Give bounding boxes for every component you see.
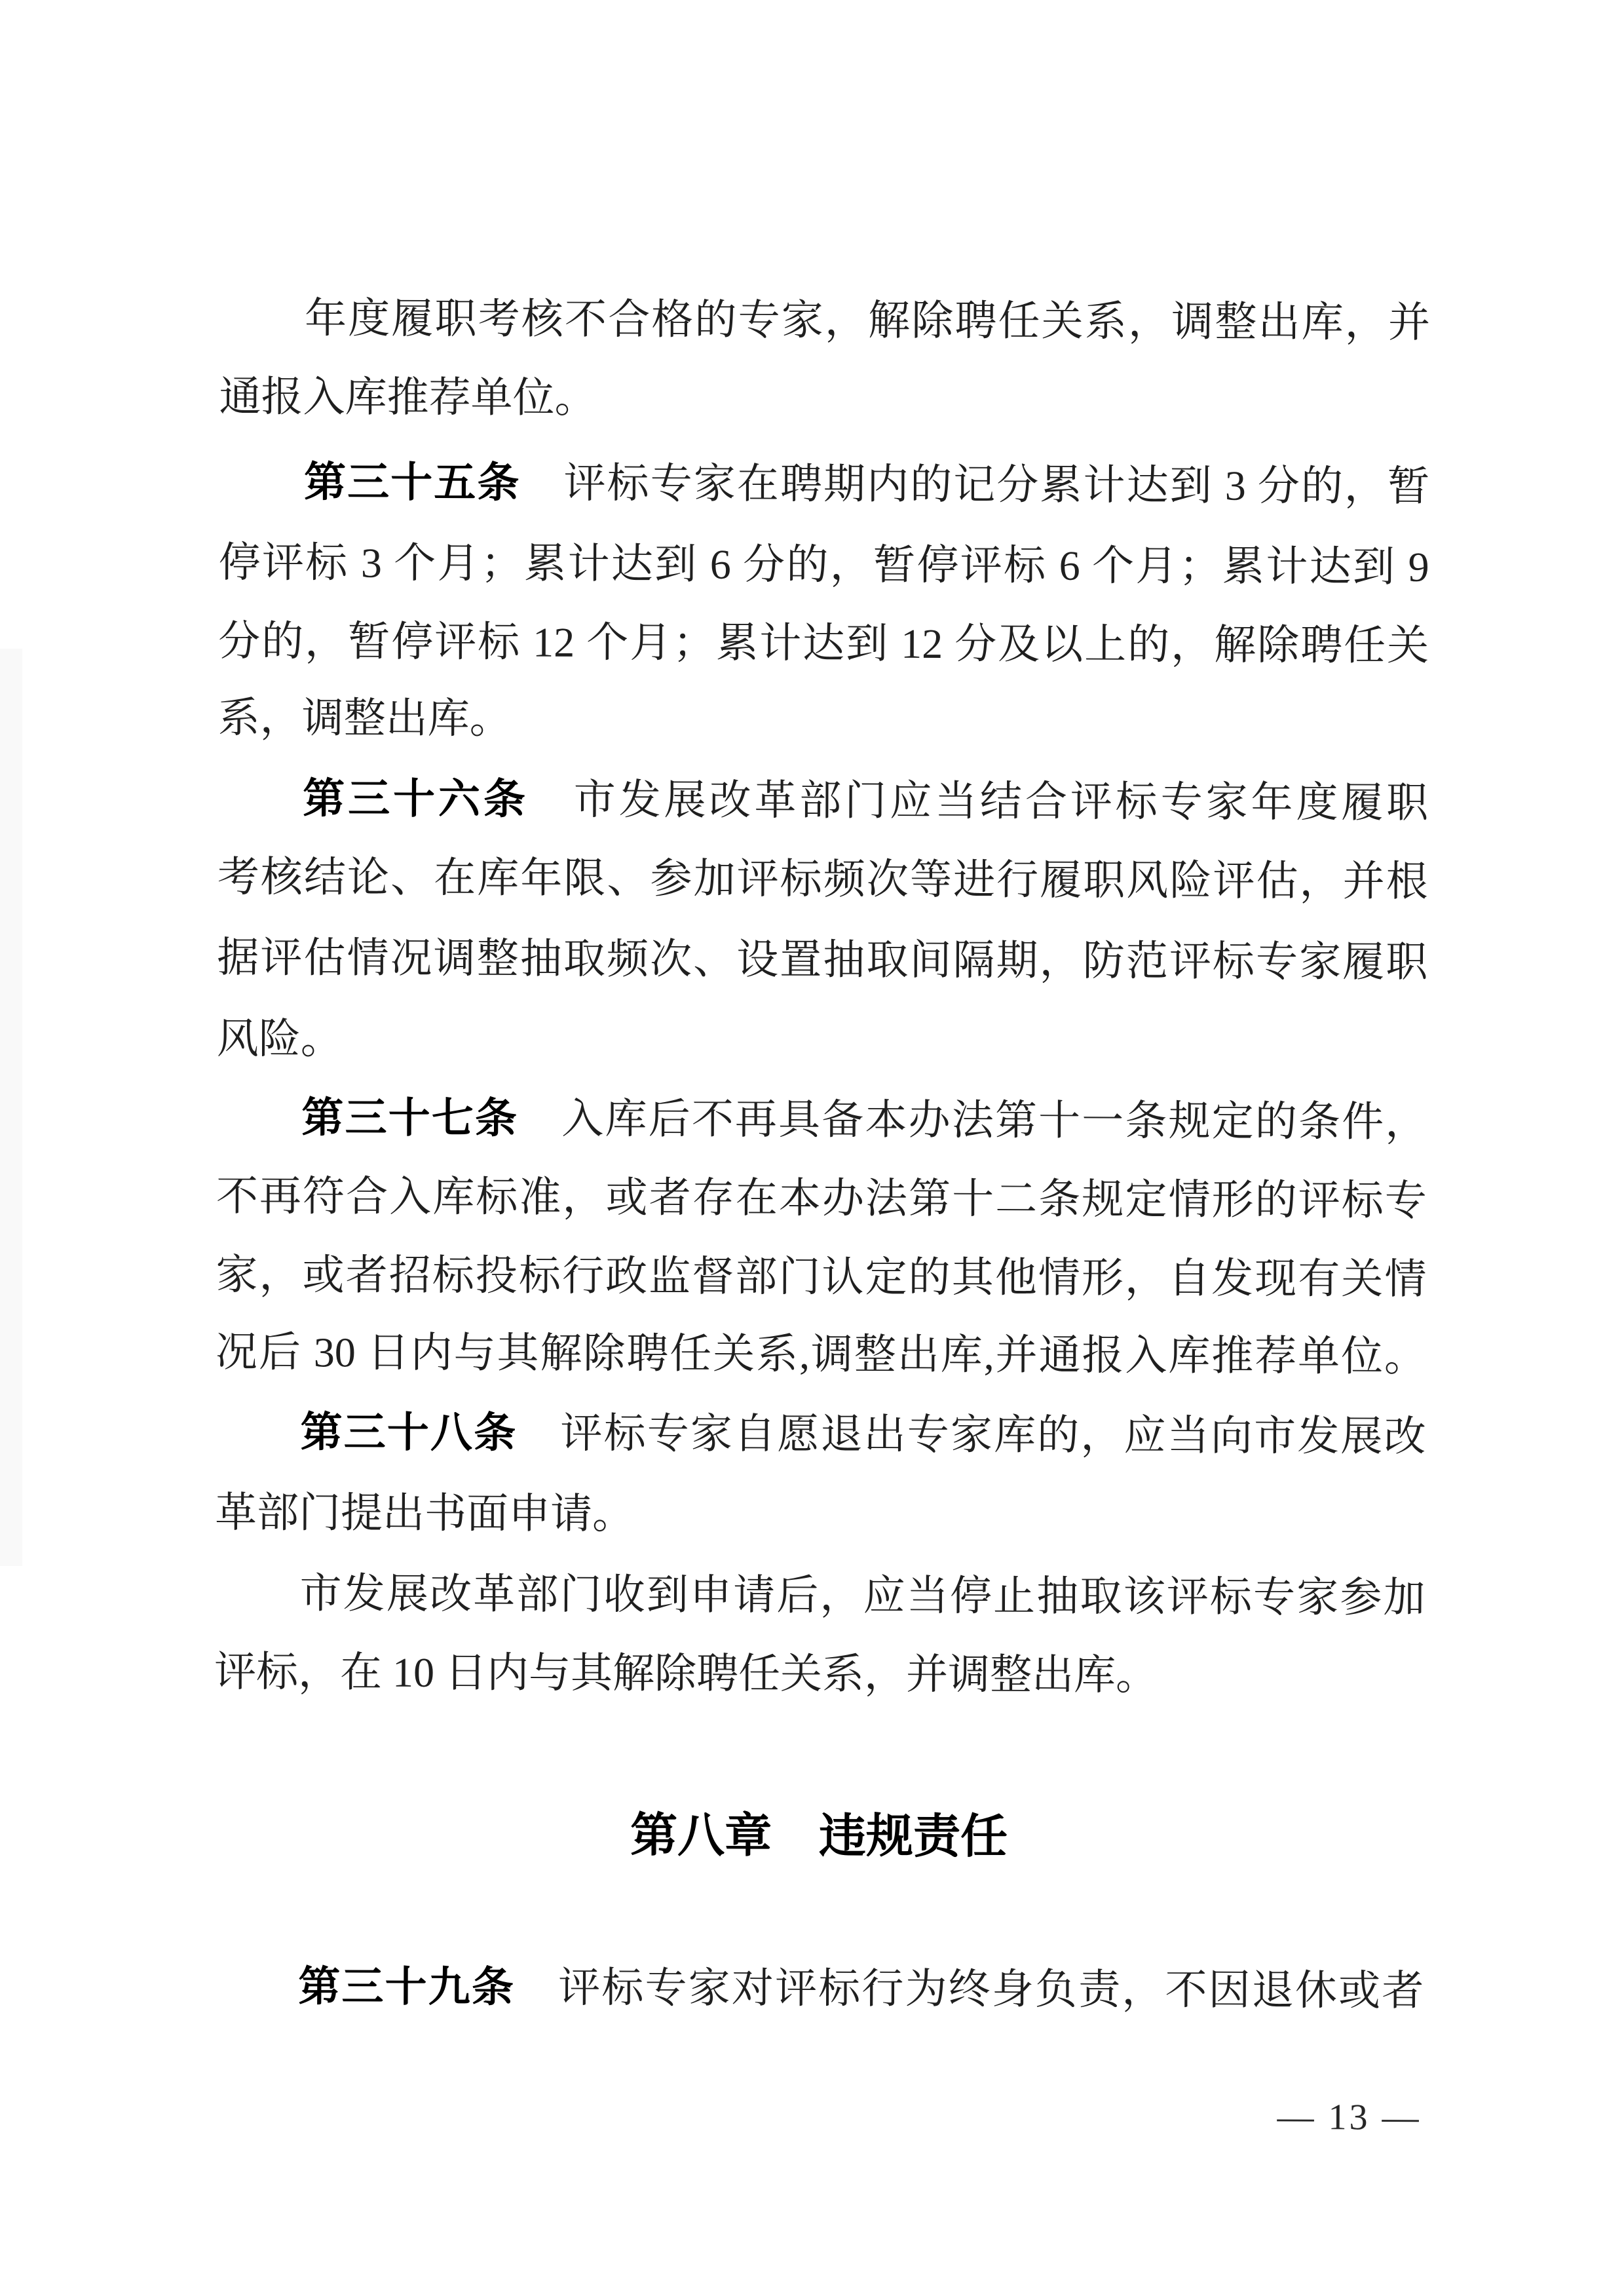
line-text: 家，或者招标投标行政监督部门认定的其他情形，自发现有关情 (216, 1251, 1427, 1303)
document-line (216, 1252, 1426, 1302)
article-number: 第三十七条 (301, 1094, 519, 1142)
line-text: 评标专家对评标行为终身负责，不因退休或者 (514, 1964, 1424, 2014)
document-line (219, 374, 1429, 424)
document-line (218, 619, 1429, 668)
document-line (218, 540, 1429, 590)
line-text: 评标专家在聘期内的记分累计达到 3 分的，暂 (520, 459, 1430, 510)
document-line (215, 1409, 1426, 1459)
line-text: 风险。 (216, 1015, 343, 1063)
line-text: 况后 30 日内与其解除聘任关系,调整出库,并通报入库推荐单位。 (215, 1328, 1427, 1380)
article-number: 第三十八条 (300, 1408, 518, 1457)
document-line (214, 1571, 1425, 1620)
document-line (217, 1016, 1427, 1066)
line-text: 不再符合入库标准，或者存在本办法第十二条规定情形的评标专 (216, 1172, 1427, 1224)
document-line (215, 1490, 1426, 1540)
document-line (217, 854, 1428, 904)
line-text: 通报入库推荐单位。 (219, 373, 597, 421)
line-text: 评标专家自愿退出专家库的，应当向市发展改 (517, 1409, 1426, 1460)
document-line (219, 296, 1430, 345)
document-line (217, 935, 1427, 985)
document-line (214, 1649, 1425, 1699)
line-text: 停评标 3 个月；累计达到 6 分的，暂停评标 6 个月；累计达到 9 (218, 539, 1429, 590)
line-text: 入库后不再具备本办法第十一条规定的条件， (518, 1095, 1427, 1145)
document-line (217, 776, 1428, 826)
chapter-heading: 第八章 违规责任 (630, 1809, 1008, 1864)
line-text: 年度履职考核不合格的专家，解除聘任关系，调整出库，并 (304, 295, 1431, 346)
document-line (216, 1174, 1427, 1223)
line-text: 分的，暂停评标 12 个月；累计达到 12 分及以上的，解除聘任关 (218, 617, 1429, 669)
line-text: 市发展改革部门收到申请后，应当停止抽取该评标专家参加 (299, 1570, 1426, 1621)
document-line (219, 459, 1429, 509)
line-text: 系，调整出库。 (217, 694, 512, 742)
line-text: 考核结论、在库年限、参加评标频次等进行履职风险评估，并根 (217, 853, 1428, 905)
article-number: 第三十九条 (298, 1962, 516, 2011)
line-text: 市发展改革部门应当结合评标专家年度履职 (528, 776, 1429, 826)
line-text: 评标，在 10 日内与其解除聘任关系，并调整出库。 (214, 1648, 1158, 1699)
document-line (218, 695, 1429, 745)
article-number: 第三十六条 (303, 775, 529, 823)
article-number: 第三十五条 (303, 458, 521, 507)
document-line (216, 1095, 1427, 1145)
document-line (216, 1330, 1426, 1379)
line-text: 据评估情况调整抽取频次、设置抽取间隔期，防范评标专家履职 (217, 934, 1428, 985)
page-number: — 13 — (1277, 2096, 1422, 2138)
line-text: 革部门提出书面申请。 (214, 1489, 635, 1538)
document-line (213, 1964, 1424, 2014)
